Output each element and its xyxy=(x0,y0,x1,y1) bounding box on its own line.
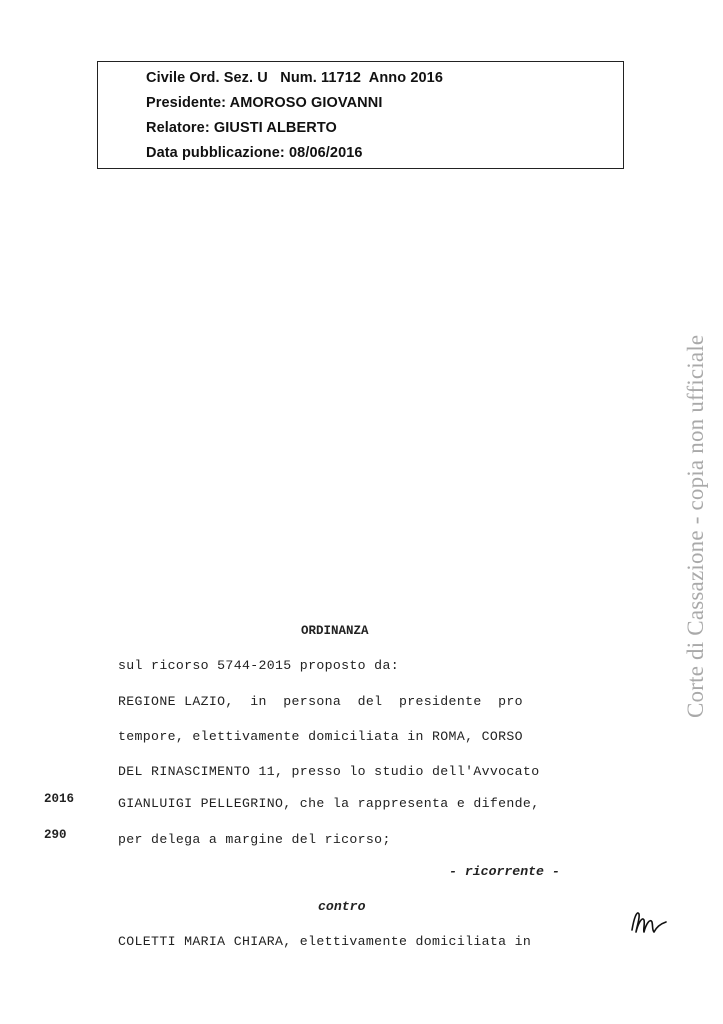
document-header-box xyxy=(97,61,624,169)
header-section-number-year: Civile Ord. Sez. U Num. 11712 Anno 2016 xyxy=(146,70,443,86)
body-line-1: sul ricorso 5744-2015 proposto da: xyxy=(118,658,399,673)
contro-label: contro xyxy=(318,899,366,914)
header-data-pubblicazione: Data pubblicazione: 08/06/2016 xyxy=(146,145,363,161)
signature-icon xyxy=(628,906,670,941)
role-ricorrente: - ricorrente - xyxy=(449,864,560,879)
margin-number: 290 xyxy=(44,828,67,842)
watermark-text: Corte di Cassazione - copia non ufficiale xyxy=(683,334,708,718)
body-line-4: DEL RINASCIMENTO 11, presso lo studio dell'Avvocato xyxy=(118,764,540,779)
body-line-5: GIANLUIGI PELLEGRINO, che la rappresenta e difende, xyxy=(118,796,540,811)
document-title: ORDINANZA xyxy=(301,624,369,638)
header-relatore: Relatore: GIUSTI ALBERTO xyxy=(146,120,337,136)
margin-year: 2016 xyxy=(44,792,75,806)
body-line-6: per delega a margine del ricorso; xyxy=(118,832,391,847)
header-presidente: Presidente: AMOROSO GIOVANNI xyxy=(146,95,383,111)
body-line-3: tempore, elettivamente domiciliata in ROMA, CORSO xyxy=(118,729,523,744)
body-line-2: REGIONE LAZIO, in persona del presidente pro xyxy=(118,694,523,709)
body-line-7: COLETTI MARIA CHIARA, elettivamente domiciliata in xyxy=(118,934,532,949)
